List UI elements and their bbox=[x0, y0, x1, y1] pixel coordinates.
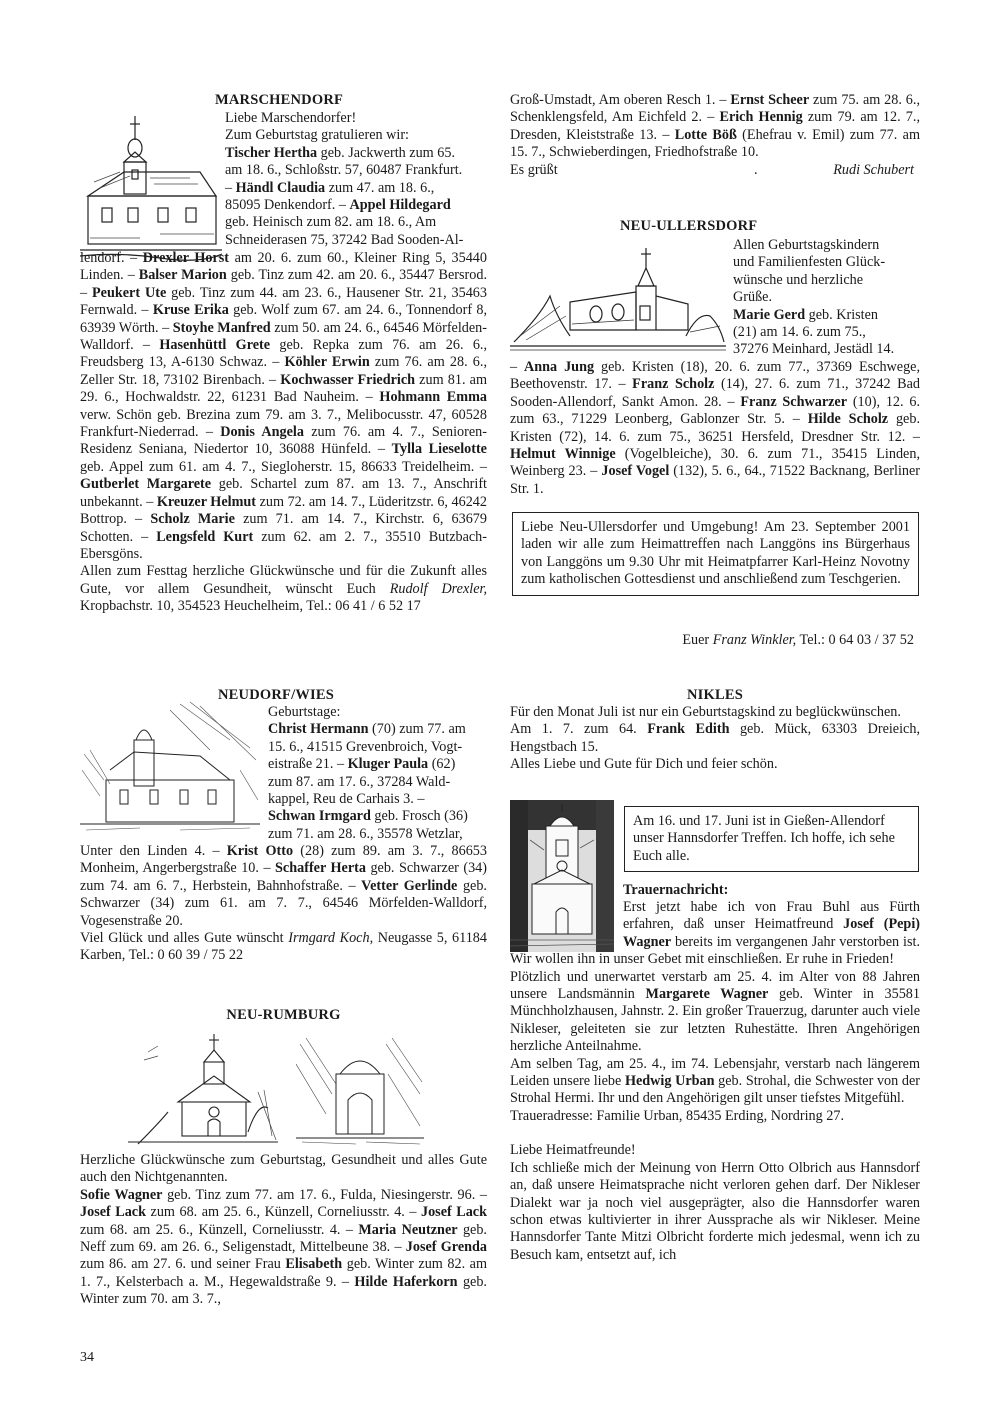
text-line bbox=[268, 756, 487, 773]
person-name: Köhler Erwin bbox=[284, 354, 370, 371]
church-illustration-neu-rumburg bbox=[128, 1032, 278, 1148]
marschendorf-section bbox=[80, 92, 487, 109]
text-span: zum 79. am 12. 7., Dresden, Kleiststraße 13. – bbox=[510, 109, 920, 143]
person-name: Franz Scholz bbox=[632, 376, 715, 393]
text-span: Am selben Tag, am 25. 4., im 74. Lebensjahr, verstarb nach längerem Leiden unsere liebe bbox=[510, 1055, 920, 1090]
person-name: Kruse Erika bbox=[152, 302, 229, 319]
text-span: am 20. 6. zum 60., Kleiner Ring 5, 35440 Linden. – bbox=[80, 250, 487, 284]
text-span: (132), 5. 6., 64., 71522 Backnang, Berliner Str. 1. bbox=[510, 463, 920, 497]
page-number: 34 bbox=[80, 1350, 94, 1365]
person-name: Kreuzer Helmut bbox=[156, 493, 257, 510]
obituary-text bbox=[510, 1056, 920, 1108]
text-span: Plötzlich und unerwartet verstarb am 25. 4. im Alter von 88 Jahren unsere Landsmännin bbox=[510, 968, 920, 1003]
person-name: Donis Angela bbox=[220, 424, 304, 441]
text-span: Kropbachstr. 10, 354523 Heuchelheim, Tel.: 06 41 / 6 52 17 bbox=[80, 598, 421, 615]
text-line: 37276 Meinhard, Jestädl 14. bbox=[733, 341, 895, 358]
greeting-line bbox=[510, 162, 920, 179]
text-span: . bbox=[754, 161, 758, 178]
person-name: Christ Hermann bbox=[268, 721, 369, 738]
person-name: Lengsfeld Kurt bbox=[156, 528, 254, 545]
text-line bbox=[268, 721, 487, 738]
trauer-title bbox=[623, 882, 920, 899]
section-title: MARSCHENDORF bbox=[215, 92, 344, 108]
neu-rumburg-title-wrap bbox=[80, 1007, 487, 1024]
person-name: Margarete Wagner bbox=[645, 986, 769, 1003]
person-name: Frank Edith bbox=[647, 721, 730, 738]
text-span: geb. Mück, 63303 Dreieich, Hengstbach 15. bbox=[510, 721, 920, 755]
person-name: Vetter Gerlinde bbox=[361, 877, 458, 894]
text-span: zum 50. am 24. 6., 64546 Mörfelden-Walldorf. – bbox=[80, 319, 487, 354]
person-name: Kochwasser Friedrich bbox=[280, 371, 416, 388]
text-span: geb. Neff zum 69. am 26. 6., Seligenstadt, Mittelbeune 38. – bbox=[80, 1221, 487, 1256]
marschendorf-intro bbox=[225, 110, 487, 249]
person-name: Drexler Horst bbox=[142, 250, 230, 266]
person-name: Kluger Paula bbox=[347, 756, 429, 773]
obituary-address: Traueradresse: Familie Urban, 85435 Erding, Nordring 27. bbox=[510, 1107, 845, 1124]
church-illustration-neu-ullersdorf bbox=[510, 246, 726, 354]
text-span: geb. Wolf zum 67. am 24. 6., Tonnendorf 8, 63939 Wörth. – bbox=[80, 302, 487, 336]
text-span: Neugasse 5, 61184 Karben, Tel.: 0 60 39 / 75 22 bbox=[80, 930, 487, 964]
marschendorf-body bbox=[80, 250, 487, 616]
neudorf-intro bbox=[268, 704, 487, 843]
text-span: geb. Strohal, die Schwester von der Strohal Hermi. Ihr und den Angehörigen gilt unser tiefstes Mitgefühl. bbox=[510, 1073, 920, 1107]
person-name: Anna Jung bbox=[524, 359, 595, 375]
person-name: Josef Lack bbox=[80, 1204, 146, 1221]
person-name: Peukert Ute bbox=[92, 284, 167, 301]
text-span: Am 1. 7. zum 64. bbox=[510, 721, 648, 738]
person-name: Krist Otto bbox=[226, 843, 294, 859]
trauer-title-text: Trauernachricht: bbox=[623, 882, 729, 898]
text-span: geb. Kristen (18), 20. 6. zum 77., 37369 Eschwege, Beethovenstr. 17. – bbox=[510, 359, 921, 393]
text-span: lendorf. – bbox=[80, 250, 143, 266]
section-title: NEU-RUMBURG bbox=[226, 1007, 341, 1023]
text-span: zum 62. am 2. 7., 35510 Butzbach-Ebersgöns. bbox=[80, 528, 487, 562]
text-span: – bbox=[225, 179, 236, 196]
text-span: (10), 12. 6. zum 63., 71229 Leonberg, Gablonzer Str. 5. – bbox=[510, 393, 920, 428]
text-line: 15. 6., 41515 Grevenbroich, Vogt- bbox=[268, 738, 463, 755]
person-name: Helmut Winnige bbox=[510, 446, 616, 463]
text-span: (Vogelbleiche), 30. 6. zum 71., 35415 Linden, Weinberg 23. – bbox=[510, 446, 920, 480]
church-illustration-neudorf bbox=[80, 700, 260, 836]
birthday-list bbox=[510, 359, 920, 498]
intro-text: Für den Monat Juli ist nur ein Geburtstagskind zu beglückwünschen. bbox=[510, 704, 901, 720]
text-line bbox=[225, 197, 487, 214]
person-name: Tylla Lieselotte bbox=[391, 441, 487, 458]
chapel-illustration-neu-rumburg bbox=[296, 1034, 424, 1146]
birthday-list bbox=[510, 92, 920, 162]
text-span: zum 76. am 28. 6., Zeller Str. 18, 73102 Birenbach. – bbox=[80, 354, 487, 388]
section-title: NIKLES bbox=[687, 687, 743, 703]
text-span: Euer bbox=[682, 632, 713, 648]
text-span: Viel Glück und alles Gute wünscht bbox=[80, 930, 289, 947]
person-name: Marie Gerd bbox=[733, 306, 806, 323]
text-span: zum 47. am 18. 6., bbox=[325, 179, 435, 196]
text-span: zum 81. am 29. 6., Hochwaldstr. 22, 61231 Bad Nauheim. – bbox=[80, 371, 487, 406]
notice-text: Am 16. und 17. Juni ist in Gießen-Allendorf unser Hannsdorfer Treffen. Ich hoffe, ich sehe Euch alle. bbox=[633, 813, 895, 864]
nikles-trauer-head bbox=[623, 882, 920, 899]
person-name: Maria Neutzner bbox=[358, 1221, 458, 1238]
person-name: Franz Schwarzer bbox=[740, 393, 848, 410]
person-name: Josef Vogel bbox=[601, 463, 670, 480]
person-name: Scholz Marie bbox=[150, 511, 235, 528]
section-title: NEUDORF/WIES bbox=[218, 687, 334, 703]
person-name: Josef Grenda bbox=[405, 1239, 487, 1256]
person-name: Hilde Haferkorn bbox=[354, 1273, 458, 1290]
right-top-continuation bbox=[510, 92, 920, 179]
text-span: geb. Repka zum 76. am 26. 6., Freudsberg 13, A-6130 Schwaz. – bbox=[80, 337, 488, 371]
text-span: geb. Winter zum 82. am 1. 7., Kelsterbach a. M., Hegewaldstraße 9. – bbox=[80, 1256, 487, 1290]
text-span: (28) zum 89. am 3. 7., 86653 Monheim, Angerbergstraße 10. – bbox=[80, 843, 487, 877]
birthday-list bbox=[80, 250, 487, 563]
text-span: – bbox=[510, 359, 525, 375]
person-name: Erich Hennig bbox=[719, 109, 803, 126]
text-line: wünsche und herzliche bbox=[733, 271, 864, 288]
text-span: zum 68. am 25. 6., Künzell, Corneliusstr. 4. – bbox=[146, 1204, 421, 1221]
text-span: geb. Winter zum 70. am 3. 7., bbox=[80, 1273, 487, 1308]
text-span: zum 68. am 25. 6., Künzell, Corneliusstr. 4. – bbox=[80, 1221, 359, 1238]
text-span: geb. Winter in 35581 Münchholzhausen, Jahnstr. 2. Ein großer Trauerzug, darunter auch viele Nikleser, geleiteten sie zur letzten Ruhestätte. Ihren Angehörigen herzliche Anteilnahme. bbox=[510, 986, 920, 1055]
text-line: und Familienfesten Glück- bbox=[733, 254, 886, 271]
person-name: Josef Lack bbox=[420, 1204, 487, 1221]
intro-text: Herzliche Glückwünsche zum Geburtstag, Gesundheit und alles Gute auch den Nichtgenannten. bbox=[80, 1152, 487, 1186]
neu-rumburg-body bbox=[80, 1152, 487, 1309]
text-span: zum 72. am 14. 7., Lüderitzstr. 6, 46242 Bottrop. – bbox=[80, 493, 487, 528]
text-span: zum 75. am 28. 6., Schenklengsfeld, Am Eichfeld 2. – bbox=[510, 92, 920, 126]
text-span: geb. Kristen (72), 14. 6. zum 75., 36251 Hersfeld, Dresdner Str. 12. – bbox=[510, 411, 920, 445]
neu-ullersdorf-body bbox=[510, 359, 920, 498]
text-line bbox=[733, 307, 920, 324]
text-span: zum 86. am 27. 6. und seiner Frau bbox=[80, 1256, 286, 1273]
birthday-line bbox=[510, 721, 920, 756]
text-span: zum 71. am 14. 7., Kirchstr. 6, 63679 Schotten. – bbox=[80, 511, 487, 545]
text-line: geb. Heinisch zum 82. am 18. 6., Am bbox=[225, 214, 437, 231]
person-name: Schaffer Herta bbox=[275, 860, 366, 877]
person-name: Josef (Pepi) Wagner bbox=[623, 916, 920, 950]
text-span: Erst jetzt habe ich von Frau Buhl aus Fürth erfahren, daß unser Heimatfreund bbox=[623, 899, 920, 933]
text-line bbox=[225, 180, 487, 197]
signature-line bbox=[510, 632, 914, 649]
person-name: Elisabeth bbox=[285, 1256, 343, 1273]
person-name: Ernst Scheer bbox=[730, 92, 810, 108]
wish-line: Alles Liebe und Gute für Dich und feier schön. bbox=[510, 756, 778, 773]
text-line: (21) am 14. 6. zum 75., bbox=[733, 324, 866, 341]
text-span: Groß-Umstadt, Am oberen Resch 1. – bbox=[510, 92, 731, 108]
text-span: geb. Kristen bbox=[805, 306, 878, 323]
text-span: geb. Tinz zum 77. am 17. 6., Fulda, Niesingerstr. 96. – bbox=[162, 1186, 487, 1203]
notice-text: Liebe Neu-Ullersdorfer und Umgebung! Am 23. September 2001 laden wir alle zum Heimattreffen nach Langgöns ins Bürgerhaus von Langgöns um 9.30 Uhr mit Heimatpfarrer Karl-Heinz Novotny zum katholischen Gottesdienst und anschließend zum Teschgerien. bbox=[521, 519, 910, 588]
text-span: eistraße 21. – bbox=[268, 756, 348, 773]
nikles-notice-box bbox=[624, 806, 919, 872]
text-line: Grüße. bbox=[733, 289, 773, 306]
text-span: (Ehefrau v. Emil) zum 77. am 15. 7., Schwieberdingen, Friedhofstraße 10. bbox=[510, 126, 920, 161]
person-name: Hedwig Urban bbox=[624, 1073, 715, 1090]
nikles-intro bbox=[510, 704, 920, 774]
float-spacer bbox=[510, 899, 623, 951]
text-span: bereits im vergangenen Jahr verstorben ist. Wir wollen ihn in unser Gebet mit einschließen. Er ruhe in Frieden! bbox=[510, 933, 920, 968]
person-name: Balser Marion bbox=[138, 267, 227, 284]
letter-greeting: Liebe Heimatfreunde! bbox=[510, 1142, 636, 1159]
text-line: zum 87. am 17. 6., 37284 Wald- bbox=[268, 773, 451, 790]
text-line: am 18. 6., Schloßstr. 57, 60487 Frankfurt. bbox=[225, 162, 463, 179]
text-span: geb. Frosch (36) bbox=[370, 808, 468, 825]
text-span: (70) zum 77. am bbox=[368, 721, 466, 738]
text-span: Allen zum Festtag herzliche Glückwünsche und für die Zukunft alles Gute, vor allem Gesundheit, wünscht Euch bbox=[80, 563, 487, 597]
text-line bbox=[225, 145, 487, 162]
birthday-list bbox=[80, 1187, 487, 1309]
neu-ullersdorf-title-wrap bbox=[620, 218, 820, 235]
text-line: Schneiderasen 75, 37242 Bad Sooden-Al- bbox=[225, 231, 464, 248]
text-span: geb. Tinz zum 44. am 23. 6., Hausener Str. 21, 35463 Fernwald. – bbox=[80, 284, 487, 319]
text-line bbox=[268, 808, 487, 825]
closing-text bbox=[80, 930, 487, 965]
nikles-title-wrap bbox=[510, 687, 920, 704]
person-name: Hohmann Emma bbox=[379, 389, 488, 406]
birthday-list bbox=[80, 843, 487, 930]
person-name: Sofie Wagner bbox=[80, 1186, 163, 1203]
person-name: Appel Hildegard bbox=[349, 197, 451, 214]
person-name: Tischer Hertha bbox=[225, 144, 318, 161]
text-span: geb. Schwarzer (34) zum 74. am 6. 7., Herbstein, Bahnhofstraße. – bbox=[80, 860, 487, 894]
person-name: Gutberlet Margarete bbox=[80, 476, 212, 493]
signature: Irmgard Koch, bbox=[288, 930, 374, 947]
text-line: Allen Geburtstagskindern bbox=[733, 237, 880, 253]
text-span: Es grüßt bbox=[510, 161, 558, 178]
signature: Franz Winkler, bbox=[712, 632, 797, 648]
person-name: Schwan Irmgard bbox=[268, 808, 371, 825]
person-name: Hilde Scholz bbox=[807, 411, 889, 428]
text-span: geb. Appel zum 61. am 4. 7., Siegloherstr. 15, 86633 Treidelheim. – bbox=[80, 458, 487, 475]
text-span: geb. Jackwerth zum 65. bbox=[317, 144, 455, 161]
church-illustration-marschendorf bbox=[80, 112, 222, 262]
text-span: (62) bbox=[428, 756, 456, 773]
neudorf-body bbox=[80, 843, 487, 965]
neu-ullersdorf-intro bbox=[733, 237, 920, 359]
greeting: Liebe Marschendorfer! bbox=[225, 110, 357, 126]
person-name: Lotte Böß bbox=[674, 126, 737, 143]
section-title: NEU-ULLERSDORF bbox=[620, 218, 758, 234]
text-span: Unter den Linden 4. – bbox=[80, 843, 227, 859]
signature: Rudolf Drexler, bbox=[389, 580, 488, 597]
text-span: geb. Schartel zum 87. am 13. 7., Anschrift unbekannt. – bbox=[80, 476, 487, 510]
text-span: verw. Schön geb. Brezina zum 79. am 3. 7., Melibocusstr. 47, 60528 Frankfurt-Niederrad. – bbox=[80, 406, 487, 441]
text-line: zum 71. am 28. 6., 35578 Wetzlar, bbox=[268, 825, 463, 842]
signature: Rudi Schubert bbox=[833, 161, 914, 178]
text-span: 85095 Denkendorf. – bbox=[225, 197, 350, 214]
obituary-text bbox=[510, 969, 920, 1056]
person-name: Händl Claudia bbox=[235, 179, 326, 196]
intro-line: Zum Geburtstag gratulieren wir: bbox=[225, 127, 409, 144]
nikles-trauer-body bbox=[510, 899, 920, 1264]
spacer-line bbox=[510, 1125, 920, 1142]
text-span: geb. Tinz zum 42. am 20. 6., 35447 Bersrod. – bbox=[80, 267, 488, 301]
person-name: Hasenhüttl Grete bbox=[159, 337, 271, 354]
closing-text bbox=[80, 563, 487, 615]
neu-ullersdorf-signature bbox=[510, 632, 914, 649]
text-line: Geburtstage: bbox=[268, 704, 341, 720]
letter-text: Ich schließe mich der Meinung von Herrn Otto Olbrich aus Hannsdorf an, daß unsere Heimatsprache nicht verloren gehen darf. Der Nikleser Dialekt war ja noch viel ausgeprägter, also die Hannsdorfer waren schon etwas kultivierter in ihrer Aussprache als wir Nikleser. Meine Hannsdorfer Tante Mitzi Olbricht forderte mich jedesmal, wenn ich zu Besuch kam, entsetzt auf, ich bbox=[510, 1159, 920, 1263]
text-span: zum 76. am 4. 7., Senioren-Residenz Seniana, Niedertor 10, 36088 Hünfeld. – bbox=[80, 424, 487, 458]
text-span: Tel.: 0 64 03 / 37 52 bbox=[796, 632, 914, 648]
neu-ullersdorf-notice-box bbox=[512, 512, 919, 596]
person-name: Stoyhe Manfred bbox=[172, 319, 271, 336]
text-line: kappel, Reu de Carhais 3. – bbox=[268, 791, 425, 808]
text-span: geb. Schwarzer (34) zum 61. am 7. 7., 64546 Mörfelden-Walldorf, Vogesenstraße 20. bbox=[80, 877, 487, 929]
text-span: (14), 27. 6. zum 71., 37242 Bad Sooden-Allendorf, Sankt Amon. 28. – bbox=[510, 376, 921, 410]
